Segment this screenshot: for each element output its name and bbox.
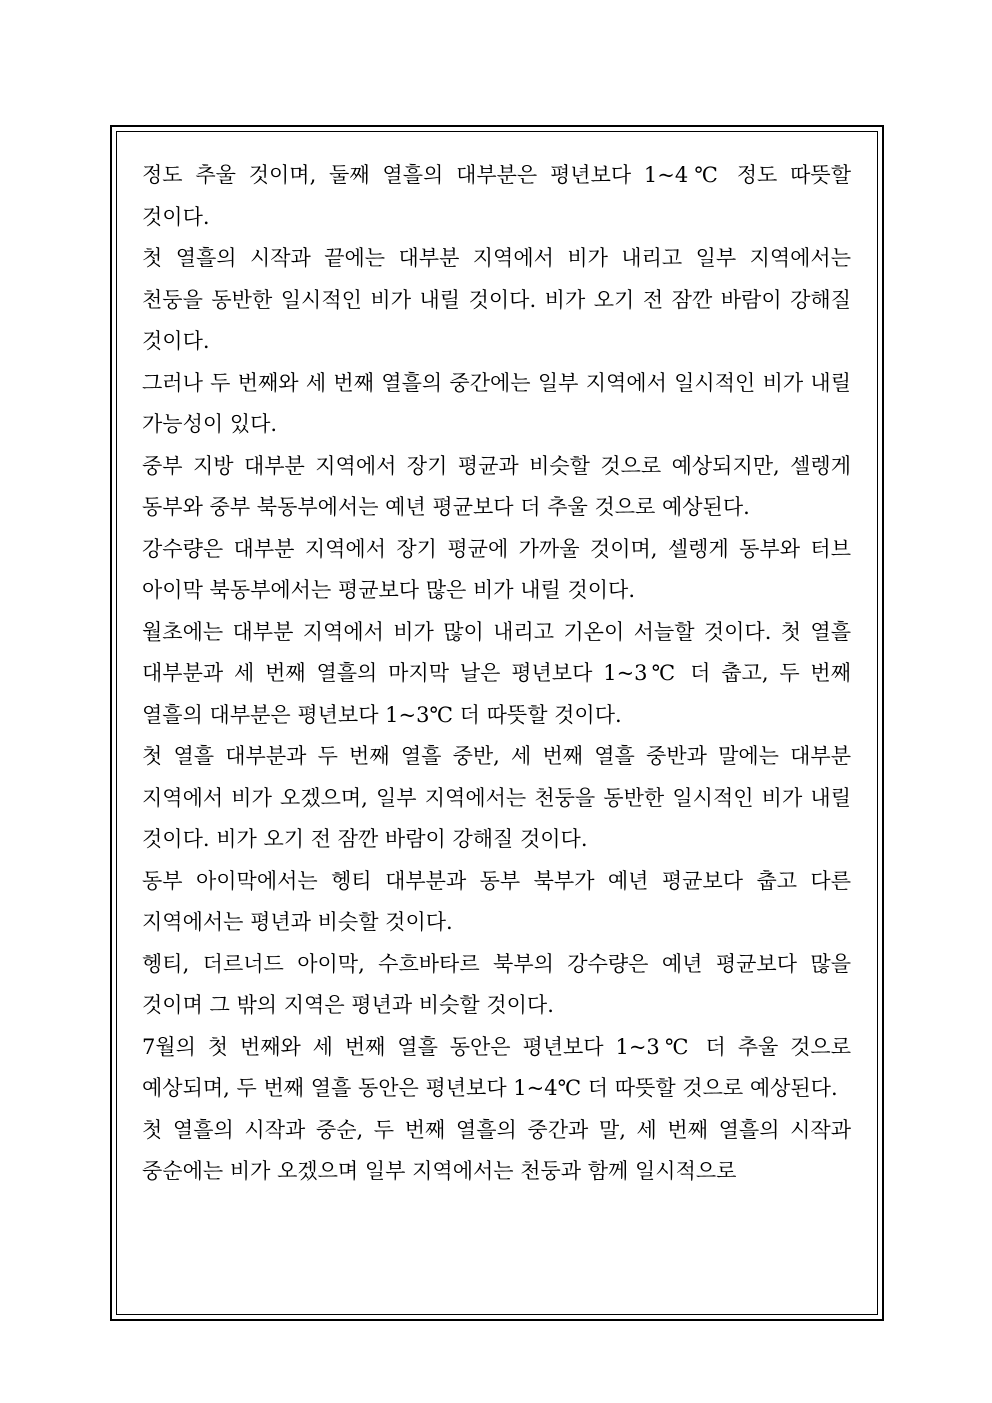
paragraph: 7월의 첫 번째와 세 번째 열흘 동안은 평년보다 1~3℃ 더 추울 것으로 예상되며, 두 번째 열흘 동안은 평년보다 1~4℃ 더 따뜻할 것으로 예상된다.: [142, 1034, 851, 1100]
paragraph: 정도 추울 것이며, 둘째 열흘의 대부분은 평년보다 1~4℃ 정도 따뜻할 것이다.: [142, 163, 851, 229]
paragraph: 첫 열흘의 시작과 중순, 두 번째 열흘의 중간과 말, 세 번째 열흘의 시작과 중순에는 비가 오겠으며 일부 지역에서는 천둥과 함께 일시적으로: [142, 1117, 851, 1183]
paragraph: 헹티, 더르너드 아이막, 수흐바타르 북부의 강수량은 예년 평균보다 많을 것이며 그 밖의 지역은 평년과 비슷할 것이다.: [142, 951, 851, 1017]
paragraph: 동부 아이막에서는 헹티 대부분과 동부 북부가 예년 평균보다 춥고 다른 지역에서는 평년과 비슷할 것이다.: [142, 868, 851, 934]
paragraph: 월초에는 대부분 지역에서 비가 많이 내리고 기온이 서늘할 것이다. 첫 열흘 대부분과 세 번째 열흘의 마지막 날은 평년보다 1~3℃ 더 춥고, 두 번째 열흘의 대부분은 평년보다 1~3℃ 더 따뜻할 것이다.: [142, 619, 851, 727]
document-body: [142, 155, 851, 1295]
paragraph: 첫 열흘의 시작과 끝에는 대부분 지역에서 비가 내리고 일부 지역에서는 천둥을 동반한 일시적인 비가 내릴 것이다. 비가 오기 전 잠깐 바람이 강해질 것이다.: [142, 246, 851, 353]
paragraph: 강수량은 대부분 지역에서 장기 평균에 가까울 것이며, 셀렝게 동부와 터브 아이막 북동부에서는 평균보다 많은 비가 내릴 것이다.: [142, 536, 851, 602]
paragraph: 중부 지방 대부분 지역에서 장기 평균과 비슷할 것으로 예상되지만, 셀렝게 동부와 중부 북동부에서는 예년 평균보다 더 추울 것으로 예상된다.: [142, 453, 851, 519]
paragraph: 첫 열흘 대부분과 두 번째 열흘 중반, 세 번째 열흘 중반과 말에는 대부분 지역에서 비가 오겠으며, 일부 지역에서는 천둥을 동반한 일시적인 비가 내릴 것이다. 비가 오기 전 잠깐 바람이 강해질 것이다.: [142, 744, 851, 851]
paragraph: 그러나 두 번째와 세 번째 열흘의 중간에는 일부 지역에서 일시적인 비가 내릴 가능성이 있다.: [142, 370, 851, 436]
